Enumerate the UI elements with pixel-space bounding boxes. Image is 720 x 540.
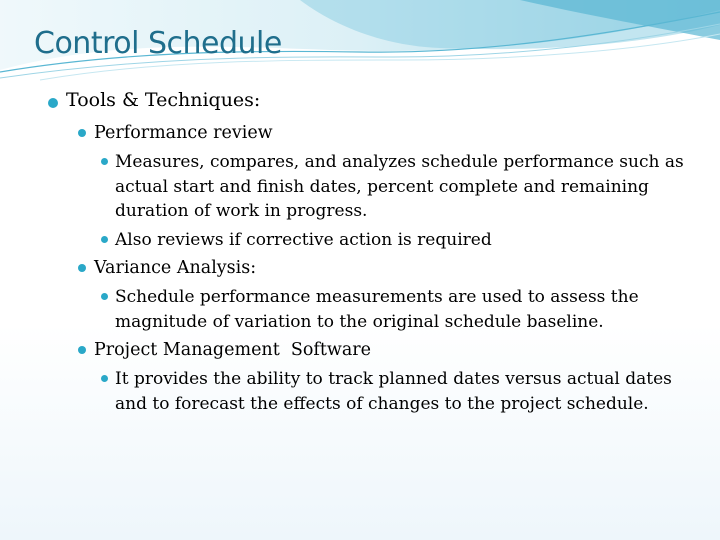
sub-list-item: Also reviews if corrective action is required — [115, 230, 492, 250]
bullet-dot-icon — [78, 264, 86, 272]
section-heading: Tools & Techniques: — [66, 89, 261, 111]
bullet-dot-icon — [101, 236, 108, 243]
sub-list-item: Schedule performance measurements are used to assess the magnitude of variation to the original schedule baseline. — [115, 287, 639, 332]
bullet-dot-icon — [78, 346, 86, 354]
list-item: Variance Analysis: — [94, 258, 257, 278]
bullet-dot-icon — [101, 158, 108, 165]
list-item: Project Management Software — [94, 340, 372, 360]
bullet-dot-icon — [48, 98, 58, 108]
sub-list-item: Measures, compares, and analyzes schedule performance such as actual start and finish dates, percent complete and remaining duration of work in progress. — [115, 152, 684, 221]
slide-title: Control Schedule — [34, 26, 282, 61]
bullet-dot-icon — [101, 375, 108, 382]
bullet-dot-icon — [101, 293, 108, 300]
bullet-dot-icon — [78, 129, 86, 137]
list-item: Performance review — [94, 123, 273, 143]
sub-list-item: It provides the ability to track planned dates versus actual dates and to forecast the effects of changes to the project schedule. — [115, 369, 672, 414]
